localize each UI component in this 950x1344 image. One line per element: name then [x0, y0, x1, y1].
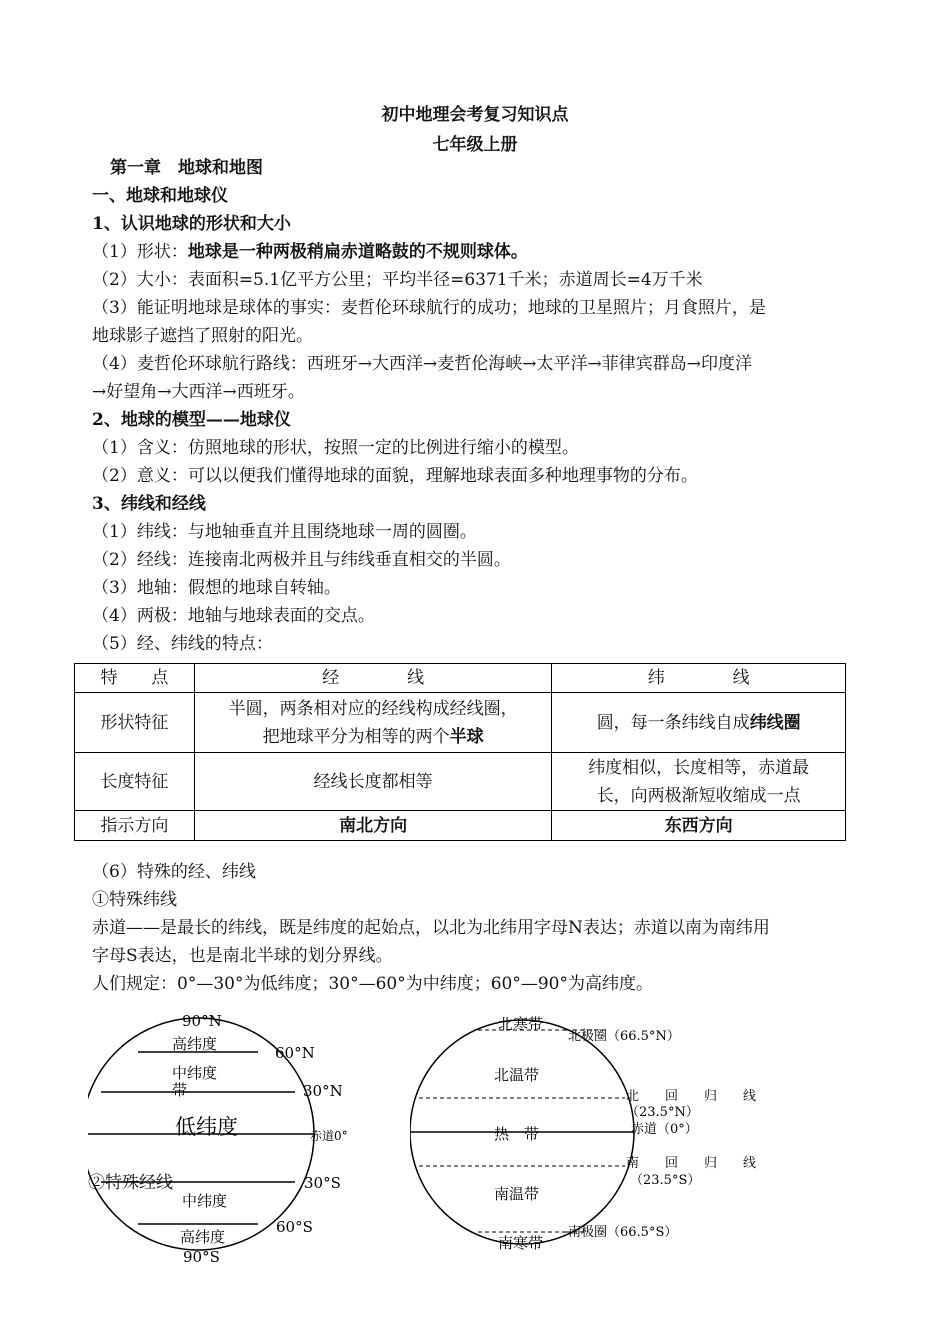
label-30s: 30°S: [304, 1174, 341, 1192]
paragraph: （2）意义：可以以便我们懂得地球的面貌，理解地球表面多种地理事物的分布。: [92, 466, 698, 486]
paragraph: ②特殊经线: [88, 1173, 173, 1193]
label-south-temperate-zone: 南温带: [494, 1185, 540, 1203]
label-90s: 90°S: [183, 1248, 220, 1266]
label-low-latitude: 低纬度: [175, 1115, 238, 1139]
cell-emphasis: 半球: [449, 726, 484, 747]
table-row: [75, 693, 846, 753]
table-row: [75, 811, 846, 841]
cell-line: 半圆，两条相对应的经线构成经线圈，: [228, 698, 518, 719]
table-header: 纬 线: [552, 664, 846, 693]
label-tropical-zone: 热 带: [494, 1125, 540, 1143]
paragraph: （1）纬线：与地轴垂直并且围绕地球一周的圆圈。: [92, 522, 477, 542]
table-cell: 南北方向: [194, 811, 551, 841]
cell-emphasis: 纬线圈: [749, 712, 801, 733]
table-header: 特 点: [75, 664, 195, 693]
table-cell: [194, 693, 551, 753]
subsection-heading: 2、地球的模型——地球仪: [92, 410, 291, 430]
table-row: [75, 664, 846, 693]
section-heading: 一、地球和地球仪: [92, 186, 228, 206]
label-90n: 90°N: [182, 1012, 222, 1030]
label-north-frigid-zone: 北寒带: [498, 1015, 544, 1033]
subsection-heading: 1、认识地球的形状和大小: [92, 214, 291, 234]
paragraph: （2）大小：表面积=5.1亿平方公里；平均半径=6371千米；赤道周长=4万千米: [92, 270, 703, 290]
paragraph: [92, 242, 528, 262]
label-mid-latitude-north: 中纬度: [172, 1064, 218, 1082]
table-cell: 指示方向: [75, 811, 195, 841]
paragraph: （2）经线：连接南北两极并且与纬线垂直相交的半圆。: [92, 550, 511, 570]
table-row: [75, 753, 846, 811]
paragraph: （1）含义：仿照地球的形状，按照一定的比例进行缩小的模型。: [92, 438, 579, 458]
paragraph: 人们规定：0°—30°为低纬度；30°—60°为中纬度；60°—90°为高纬度。: [92, 974, 653, 994]
label-arctic-circle: 北极圈（66.5°N）: [568, 1029, 680, 1044]
label-tropic-of-capricorn: 南 回 归 线: [626, 1156, 757, 1171]
table-cell: [552, 753, 846, 811]
paragraph: 地球影子遮挡了照射的阳光。: [92, 326, 313, 346]
label-60s: 60°S: [276, 1218, 313, 1236]
subsection-heading: 3、纬线和经线: [92, 494, 206, 514]
label-tropic-of-capricorn-degree: （23.5°S）: [630, 1173, 701, 1188]
cell-line: 长，向两极渐短收缩成一点: [596, 785, 801, 806]
label-south-frigid-zone: 南寒带: [498, 1234, 544, 1252]
label-tropic-of-cancer-degree: （23.5°N）: [626, 1105, 699, 1120]
latitude-zones-diagram: [88, 1006, 388, 1268]
temperature-zones-diagram: [410, 1010, 780, 1260]
paragraph: ①特殊纬线: [92, 890, 177, 910]
paragraph: （5）经、纬线的特点：: [92, 634, 273, 654]
label-30n: 30°N: [303, 1082, 343, 1100]
label-equator: 赤道0°: [310, 1129, 348, 1143]
cell-line: [201, 723, 545, 751]
cell-text: 圆，每一条纬线自成: [596, 712, 750, 733]
label-high-latitude-north: 高纬度: [172, 1035, 218, 1053]
doc-title: 初中地理会考复习知识点: [381, 105, 569, 125]
doc-subtitle: 七年级上册: [432, 135, 518, 155]
paragraph: （4）麦哲伦环球航行路线：西班牙→大西洋→麦哲伦海峡→太平洋→菲律宾群岛→印度洋: [92, 354, 753, 374]
paragraph-emphasis: 地球是一种两极稍扁赤道略鼓的不规则球体。: [187, 242, 528, 262]
paragraph: 字母S表达，也是南北半球的划分界线。: [92, 946, 393, 966]
paragraph: （4）两极：地轴与地球表面的交点。: [92, 606, 375, 626]
table-header: 经 线: [194, 664, 551, 693]
chapter-heading: 第一章 地球和地图: [110, 158, 263, 178]
table-cell: [552, 693, 846, 753]
label-60n: 60°N: [275, 1044, 315, 1062]
cell-line: 纬度相似，长度相等，赤道最: [588, 757, 810, 778]
table-cell: 形状特征: [75, 693, 195, 753]
paragraph: →好望角→大西洋→西班牙。: [92, 382, 305, 402]
cell-text: 把地球平分为相等的两个: [262, 726, 450, 747]
paragraph: （3）能证明地球是球体的事实：麦哲伦环球航行的成功；地球的卫星照片；月食照片，是: [92, 298, 766, 318]
label-mid-latitude-north-band: 带: [172, 1081, 188, 1099]
table-cell: 东西方向: [552, 811, 846, 841]
label-antarctic-circle: 南极圈（66.5°S）: [568, 1225, 678, 1240]
table-cell: 经线长度都相等: [194, 753, 551, 811]
paragraph: （3）地轴：假想的地球自转轴。: [92, 578, 341, 598]
paragraph-label: （1）形状：: [92, 242, 188, 262]
features-table: [74, 663, 846, 841]
label-tropic-of-cancer: 北 回 归 线: [626, 1089, 757, 1104]
label-mid-latitude-south: 中纬度: [182, 1192, 228, 1210]
label-north-temperate-zone: 北温带: [494, 1066, 540, 1084]
paragraph: （6）特殊的经、纬线: [92, 862, 256, 882]
table-cell: 长度特征: [75, 753, 195, 811]
label-high-latitude-south: 高纬度: [180, 1228, 226, 1246]
paragraph: 赤道——是最长的纬线，既是纬度的起始点，以北为北纬用字母N表达；赤道以南为南纬用: [92, 918, 770, 938]
label-equator: 赤道（0°）: [631, 1122, 698, 1137]
